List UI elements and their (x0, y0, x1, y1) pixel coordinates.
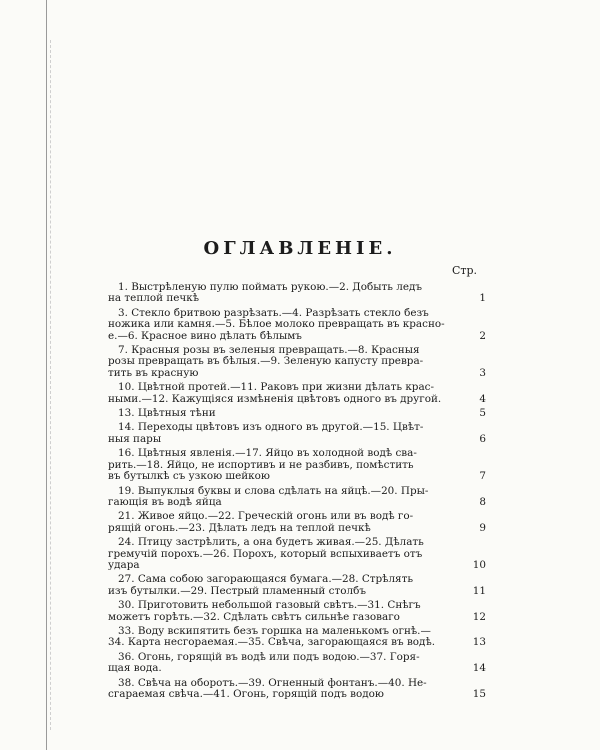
toc-entry-line: тить въ красную (108, 367, 199, 379)
toc-entry-line: 1. Выстрѣленую пулю поймать рукою.—2. Добыть ледъ (118, 282, 422, 293)
toc-entry-line: 19. Выпуклыя буквы и слова сдѣлать на яйцѣ.—20. Пры- (118, 485, 429, 497)
toc-entry (108, 486, 486, 509)
toc-page-number: 13 (472, 636, 486, 649)
toc-entry (108, 345, 486, 379)
table-of-contents (108, 282, 486, 703)
toc-entry-line: 21. Живое яйцо.—22. Греческій огонь или въ водѣ го- (118, 511, 414, 523)
toc-entry (108, 678, 486, 701)
toc-entry-line: розы превращать въ бѣлыя.—9. Зеленую капусту превра- (108, 356, 424, 368)
toc-entry-line: гремучій порохъ.—26. Порохъ, который вспыхиваетъ отъ (108, 548, 423, 560)
toc-entry-line: 34. Карта несгораемая.—35. Свѣча, загорающаяся въ водѣ. (108, 637, 436, 649)
toc-entry-line: щая вода. (108, 663, 162, 675)
toc-entry-line: 16. Цвѣтныя явленія.—17. Яйцо въ холодной водѣ сва- (118, 448, 417, 460)
toc-page-number: 11 (472, 584, 486, 597)
toc-page-number: 8 (479, 495, 486, 508)
toc-entry-line: 10. Цвѣтной протей.—11. Раковъ при жизни дѣлать крас- (118, 382, 434, 394)
toc-entry (108, 282, 486, 305)
toc-entry (108, 382, 486, 405)
toc-entry (108, 511, 486, 534)
toc-page-number: 10 (472, 558, 486, 571)
toc-page-number: 5 (479, 407, 486, 420)
toc-entry (108, 448, 486, 482)
toc-entry (108, 652, 486, 675)
page-column-header: Стр. (452, 264, 478, 277)
toc-entry-line: гающія въ водѣ яйца (108, 496, 222, 508)
toc-entry-line: 7. Красныя розы въ зеленыя превращать.—8. Красныя (118, 345, 420, 357)
toc-page-number: 12 (472, 610, 486, 623)
toc-entry-line: 27. Сама собою загорающаяся бумага.—28. Стрѣлять (118, 574, 414, 586)
toc-entry-line: е.—6. Красное вино дѣлать бѣлымъ (108, 330, 302, 342)
page-binding-edge (46, 0, 47, 750)
toc-page-number: 4 (479, 392, 486, 405)
toc-entry (108, 600, 486, 623)
toc-entry-line: 30. Приготовить небольшой газовый свѣтъ.—31. Снѣгъ (118, 600, 421, 612)
toc-entry-line: 33. Воду вскипятить безъ горшка на маленькомъ огнѣ.— (118, 625, 431, 637)
toc-entry-line: можетъ горѣть.—32. Сдѣлать свѣтъ сильнѣе газоваго (108, 611, 400, 623)
toc-page-number: 1 (479, 292, 486, 305)
toc-entry-line: рящій огонь.—23. Дѣлать ледъ на теплой печкѣ (108, 522, 371, 534)
toc-page-number: 9 (479, 521, 486, 534)
toc-entry-line: удара (108, 559, 140, 571)
toc-entry-line: въ бутылкѣ съ узкою шейкою (108, 471, 270, 483)
toc-entry-line: ными.—12. Кажущіяся измѣненія цвѣтовъ одного въ другой. (108, 393, 442, 405)
toc-entry (108, 574, 486, 597)
toc-entry-line: изъ бутылки.—29. Пестрый пламенный столбъ (108, 585, 366, 597)
toc-page-number: 15 (472, 688, 486, 700)
toc-page-number: 3 (479, 366, 486, 379)
toc-entry-line: 14. Переходы цвѣтовъ изъ одного въ другой.—15. Цвѣт- (118, 422, 424, 434)
toc-page-number: 2 (479, 329, 486, 342)
toc-entry-line: рить.—18. Яйцо, не испортивъ и не разбивъ, помѣстить (108, 459, 414, 471)
page-binding-shadow (50, 40, 51, 730)
toc-entry-line: 24. Птицу застрѣлить, а она будетъ живая.—25. Дѣлать (118, 537, 424, 549)
toc-entry-line: сгараемая свѣча.—41. Огонь, горящій подъ водою (108, 689, 384, 700)
toc-entry (108, 537, 486, 571)
toc-entry (108, 308, 486, 342)
toc-entry (108, 422, 486, 445)
toc-entry-line: на теплой печкѣ (108, 293, 200, 305)
toc-entry-line: 36. Огонь, горящій въ водѣ или подъ водою.—37. Горя- (118, 651, 420, 663)
toc-page-number: 14 (472, 662, 486, 675)
toc-entry-line: ныя пары (108, 433, 162, 445)
toc-entry-line: 38. Свѣча на оборотъ.—39. Огненный фонтанъ.—40. Не- (118, 677, 427, 689)
page-title: ОГЛАВЛЕНІЕ. (203, 238, 397, 259)
toc-entry (108, 626, 486, 649)
toc-page-number: 6 (479, 432, 486, 445)
toc-entry-line: 3. Стекло бритвою разрѣзать.—4. Разрѣзать стекло безъ (118, 307, 429, 319)
toc-entry-line: ножика или камня.—5. Бѣлое молоко превращать въ красно- (108, 319, 445, 331)
toc-entry (108, 408, 486, 419)
toc-page-number: 7 (479, 470, 486, 483)
toc-entry-line: 13. Цвѣтныя тѣни (118, 408, 216, 420)
